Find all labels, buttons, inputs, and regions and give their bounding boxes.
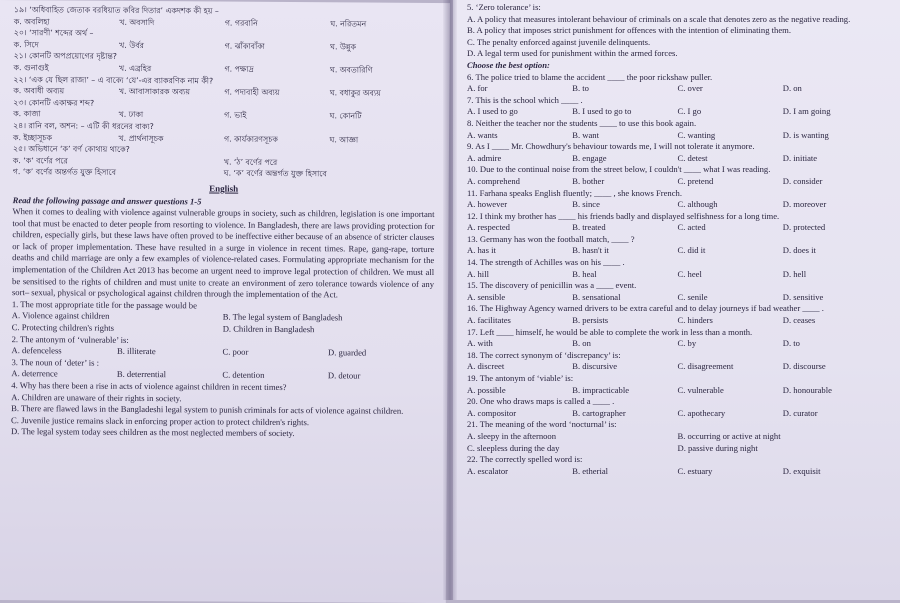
- options-row: [467, 292, 888, 304]
- instruction-text: Read the following passage and answer questions 1-5: [12, 194, 202, 206]
- option: B. persists: [572, 315, 609, 326]
- option: A. hill: [467, 268, 489, 279]
- option: B. occurring or active at night: [677, 430, 781, 441]
- option: D. consider: [782, 175, 823, 186]
- option: A. compositor: [467, 407, 517, 418]
- question-text: 22. The correctly spelled word is:: [467, 454, 583, 465]
- question-block: [467, 303, 888, 326]
- option: B. illiterate: [117, 346, 156, 357]
- question-block: [467, 141, 888, 164]
- question-text: 4. Why has there been a rise in acts of violence against children in recent times?: [11, 380, 287, 393]
- option: A. Violence against children: [11, 310, 110, 322]
- options-row: [467, 466, 888, 478]
- option: A. defenceless: [11, 345, 62, 356]
- option: ক. ইচ্ছাসূচক: [13, 132, 53, 142]
- question-text: 13. Germany has won the football match, ____ ?: [467, 233, 635, 244]
- options-row: [467, 385, 888, 397]
- question-block: [13, 50, 435, 76]
- option: C. apothecary: [677, 407, 726, 418]
- option: D. initiate: [782, 152, 818, 163]
- option: B. discursive: [572, 361, 618, 372]
- option: গ. পক্ষাদ্র: [224, 64, 254, 74]
- options-row: [467, 245, 888, 257]
- options-row: [467, 130, 888, 142]
- option: C. vulnerable: [677, 384, 724, 395]
- option: A. wants: [467, 129, 498, 140]
- option: গ. ‘ক’ বর্ণের অন্তর্গত যুক্ত হিসাবে: [12, 167, 117, 178]
- option: D. sensitive: [782, 291, 824, 302]
- question-block: [11, 357, 433, 383]
- option: C. estuary: [677, 465, 713, 476]
- option: খ. ঢাকা: [118, 110, 144, 120]
- question-block: [13, 166, 435, 181]
- question-block: [467, 2, 888, 60]
- option: D. does it: [782, 245, 816, 256]
- question-block: [14, 27, 436, 53]
- option: D. passive during night: [677, 442, 758, 453]
- left-page-content: [0, 0, 450, 441]
- option: B. sensational: [572, 291, 621, 302]
- question-text: 8. Neither the teacher nor the students ____ to use this book again.: [467, 117, 697, 128]
- option: A. Children are unaware of their rights in society.: [11, 391, 182, 403]
- option: A. escalator: [467, 465, 509, 476]
- option: A. I used to go: [467, 106, 518, 117]
- options-row: [467, 153, 888, 165]
- option: ঘ. আজ্ঞা: [329, 134, 359, 145]
- question-text: 17. Left ____ himself, he would be able to complete the work in less than a month.: [467, 326, 753, 337]
- option: B. to: [572, 83, 589, 94]
- option: গ. ঝাঁকাবাঁকা: [224, 41, 265, 51]
- question-block: [467, 257, 888, 280]
- option: C. Juvenile justice remains slack in enforcing proper action to protect children's rights.: [11, 414, 310, 427]
- question-text: 10. Due to the continual noise from the street below, I couldn't ____ what I was reading.: [467, 164, 771, 175]
- option: C. disagreement: [677, 361, 734, 372]
- section-heading: English: [209, 183, 239, 194]
- option: B. engage: [572, 152, 607, 163]
- option: A. however: [467, 199, 508, 210]
- option: A. respected: [467, 222, 510, 233]
- option: ক. সিদে: [13, 39, 39, 50]
- option: গ. গরবানি: [224, 18, 258, 28]
- option: A. A policy that measures intolerant behaviour of criminals on a scale that denotes zero as the negative reading.: [467, 13, 851, 24]
- question-block: [13, 97, 435, 123]
- option: D. exquisit: [782, 465, 821, 476]
- option: A. discreet: [467, 361, 505, 372]
- option: B. cartographer: [572, 407, 626, 418]
- options-row: [467, 315, 888, 327]
- question-block: [467, 419, 888, 454]
- option: A. for: [467, 83, 488, 94]
- option: খ. প্রার্থনাসূচক: [118, 133, 164, 143]
- option: C. heel: [677, 268, 702, 279]
- option: A. sleepy in the afternoon: [467, 430, 557, 441]
- option: ক. অবলিহা: [13, 16, 50, 26]
- option: খ. এব্রহির: [118, 63, 152, 74]
- option: B. want: [572, 129, 599, 140]
- question-text: ১৯। ‘অধিবাহিত জেতাক বরধিয়াত কবির দিতার’ একদশক কী হয় –: [13, 5, 219, 16]
- question-block: [467, 164, 888, 187]
- right-page: [453, 0, 900, 600]
- options-row: [467, 338, 888, 350]
- option: গ. ভাই: [224, 110, 247, 121]
- question-text: 9. As I ____ Mr. Chowdhury's behaviour towards me, I will not tolerate it anymore.: [467, 141, 755, 152]
- option: A. comprehend: [467, 175, 520, 186]
- question-block: [467, 211, 888, 234]
- question-block: [13, 74, 435, 100]
- option: C. sleepless during the day: [467, 442, 560, 453]
- option: D. to: [782, 338, 800, 349]
- question-block: [467, 95, 888, 118]
- option: ঘ. ‘ক’ বর্ণের অন্তর্গত যুক্ত হিসাবে: [223, 168, 327, 179]
- options-row: [467, 83, 888, 95]
- option: C. Protecting children's rights: [11, 322, 115, 333]
- option: B. impracticable: [572, 384, 630, 395]
- option: B. on: [572, 338, 591, 349]
- question-block: [14, 4, 436, 30]
- option: D. is wanting: [782, 129, 829, 140]
- option: C. although: [677, 199, 718, 210]
- option: D. Children in Bangladesh: [222, 323, 315, 335]
- question-text: ২৩। কোনটি একাক্ষর শব্দ?: [13, 97, 95, 108]
- option: A. possible: [467, 384, 506, 395]
- question-text: ২২। ‘এক যে ছিল রাজা’ – এ বাক্যে ‘যে’-এর ব্যাকরণিক নাম কী?: [13, 74, 214, 86]
- question-text: 12. I think my brother has ____ his friends badly and displayed selfishness for a long time.: [467, 210, 780, 221]
- option: A. with: [467, 338, 493, 349]
- option: খ. আবাসাকারক অব্যয়: [118, 86, 190, 97]
- question-block: [467, 188, 888, 211]
- question-block: [467, 396, 888, 419]
- option: B. There are flawed laws in the Bangladeshi legal system to punish criminals for acts of violence against children.: [11, 403, 404, 417]
- instruction-text: Choose the best option:: [467, 59, 550, 70]
- option: C. detention: [222, 369, 265, 381]
- option: C. hinders: [677, 315, 713, 326]
- option: ঘ. অবতারিণি: [329, 65, 373, 75]
- question-text: 3. The noun of ‘deter’ is :: [11, 356, 100, 368]
- option: A. facilitates: [467, 315, 511, 326]
- question-text: 6. The police tried to blame the accident ____ the poor rickshaw puller.: [467, 71, 713, 82]
- question-text: 18. The correct synonym of ‘discrepancy’ is:: [467, 349, 621, 360]
- option: B. hasn't it: [572, 245, 609, 256]
- option: গ. কার্যকারণসূচক: [224, 134, 278, 144]
- question-block: [12, 334, 434, 360]
- options-row: [467, 199, 888, 211]
- option: B. heal: [572, 268, 597, 279]
- option: C. did it: [677, 245, 706, 256]
- option: B. etherial: [572, 465, 609, 476]
- option: B. since: [572, 199, 600, 210]
- options-row: [467, 176, 888, 188]
- options-row: [467, 361, 888, 373]
- option: ঘ. কোনটি: [329, 111, 362, 121]
- option: A. sensible: [467, 291, 506, 302]
- question-text: 14. The strength of Achilles was on his ____ .: [467, 257, 625, 268]
- question-block: [467, 373, 888, 396]
- options-row: [467, 106, 888, 118]
- option: B. A policy that imposes strict punishment for offences with the intention of eliminating them.: [467, 25, 791, 36]
- right-page-content: [453, 0, 900, 477]
- question-block: [12, 299, 434, 337]
- option: D. discourse: [782, 361, 826, 372]
- option: ক. ‘ক’ বর্ণের পরে: [12, 155, 68, 166]
- option: C. I go: [677, 106, 702, 117]
- option: ঘ. বধাকুর অব্যয়: [329, 88, 381, 98]
- option: D. honourable: [782, 384, 832, 395]
- question-text: 19. The antonym of ‘viable’ is:: [467, 373, 574, 383]
- question-text: 1. The most appropriate title for the passage would be: [11, 298, 197, 311]
- option: C. by: [677, 338, 697, 349]
- option: খ. অবসাদি: [119, 17, 155, 27]
- option: C. poor: [222, 346, 249, 357]
- option: A. deterrence: [11, 368, 58, 379]
- question-text: 2. The antonym of ‘vulnerable’ is:: [11, 333, 129, 345]
- option: C. pretend: [677, 175, 714, 186]
- reading-passage: When it comes to dealing with violence against vulnerable groups in society, such as children, legislation is one important tool that must be enacted to deter people from resorting to violence. In Bangladesh, there are laws providing protection for children, especially girls, but these laws have often proved to be ineffective either because of an absence of stricter clauses or lack of proper implementation. These have resulted in a surge in violence in recent times. Rape, gang-rape, torture deaths and child marriage are only a few examples of violence-related cases. Formulating appropriate mechanism for the implementation of the Children Act 2013 has become an urgent need to improve legal protection of children. We must all be sensitised to the rights of children and must unite to create an environment of zero tolerance towards violence of any sort– sexual, physical or psychological against children through the implementation of the Act.: [11, 206, 435, 300]
- option: D. detour: [327, 370, 361, 381]
- question-text: 5. ‘Zero tolerance’ is:: [467, 2, 541, 12]
- option: B. treated: [572, 222, 606, 233]
- question-block: [467, 280, 888, 303]
- question-text: 21. The meaning of the word ‘nocturnal’ is:: [467, 419, 617, 430]
- question-block: [11, 380, 433, 441]
- option: C. over: [677, 83, 703, 94]
- question-block: [467, 234, 888, 257]
- option: C. senile: [677, 291, 708, 302]
- option: C. wanting: [677, 129, 716, 140]
- options-row: [467, 443, 888, 455]
- option: D. curator: [782, 407, 818, 418]
- option: ক. গুনাগুই: [13, 63, 49, 73]
- option: C. acted: [677, 222, 706, 233]
- option: D. A legal term used for punishment within the armed forces.: [467, 48, 678, 59]
- option: D. The legal system today sees children as the most neglected members of society.: [10, 426, 295, 439]
- option: B. deterrential: [116, 369, 167, 380]
- option: ক. কাজা: [13, 109, 41, 119]
- question-block: [467, 118, 888, 141]
- options-row: [467, 269, 888, 281]
- question-text: 7. This is the school which ____ .: [467, 94, 583, 105]
- question-text: 16. The Highway Agency warned drivers to be extra careful and to delay journeys if bad weather ____ .: [467, 303, 824, 314]
- option: খ. উর্বর: [119, 40, 145, 50]
- page-gutter-shadow: [443, 0, 457, 600]
- question-text: ২৪। রানি বল, অশন: – এটি কী ধরনের বাক্য?: [13, 121, 154, 132]
- question-text: ২০। ‘সারণী’ শব্দের অর্থ –: [13, 28, 94, 38]
- option: A. admire: [467, 152, 502, 163]
- option: D. hell: [782, 268, 807, 279]
- option: C. The penalty enforced against juvenile delinquents.: [467, 36, 651, 47]
- question-text: 15. The discovery of penicillin was a ____ event.: [467, 280, 637, 291]
- option: D. I am going: [782, 106, 831, 117]
- options-row: [467, 431, 888, 443]
- question-block: [467, 454, 888, 477]
- option: ক. অবাধী অব্যয়: [13, 86, 65, 96]
- option: ঘ. নরিতমন: [330, 18, 367, 29]
- option: C. detest: [677, 152, 708, 163]
- option: D. moreover: [782, 199, 827, 210]
- options-row: [467, 408, 888, 420]
- question-text: ২৫। অভিধানে ‘ক’ বর্ণ কোথায় থাকে?: [12, 144, 130, 155]
- option: ঘ. উন্নুক: [330, 42, 356, 52]
- question-block: [467, 72, 888, 95]
- question-block: [467, 350, 888, 373]
- question-text: ২১। কোনটি অপপ্রয়োগের দৃষ্টান্ত?: [13, 51, 117, 62]
- option: B. The legal system of Bangladesh: [222, 312, 343, 323]
- question-block: [467, 327, 888, 350]
- option: D. guarded: [328, 347, 367, 358]
- options-row: [13, 166, 435, 181]
- question-block: [13, 120, 435, 146]
- option: গ. পদাবাহী অব্যয়: [224, 87, 280, 98]
- option: B. bother: [572, 175, 605, 186]
- question-text: 11. Farhana speaks English fluently; ____ , she knows French.: [467, 187, 682, 198]
- option: D. on: [782, 83, 802, 94]
- option: খ. ‘ঠ’ বর্ণের পরে: [223, 157, 278, 167]
- option: D. ceases: [782, 315, 816, 326]
- question-text: 20. One who draws maps is called a ____ .: [467, 396, 615, 407]
- question-block: [13, 143, 435, 169]
- option: D. protected: [782, 222, 826, 233]
- option: B. I used to go to: [572, 106, 632, 117]
- option: A. has it: [467, 245, 496, 256]
- options-row: [467, 222, 888, 234]
